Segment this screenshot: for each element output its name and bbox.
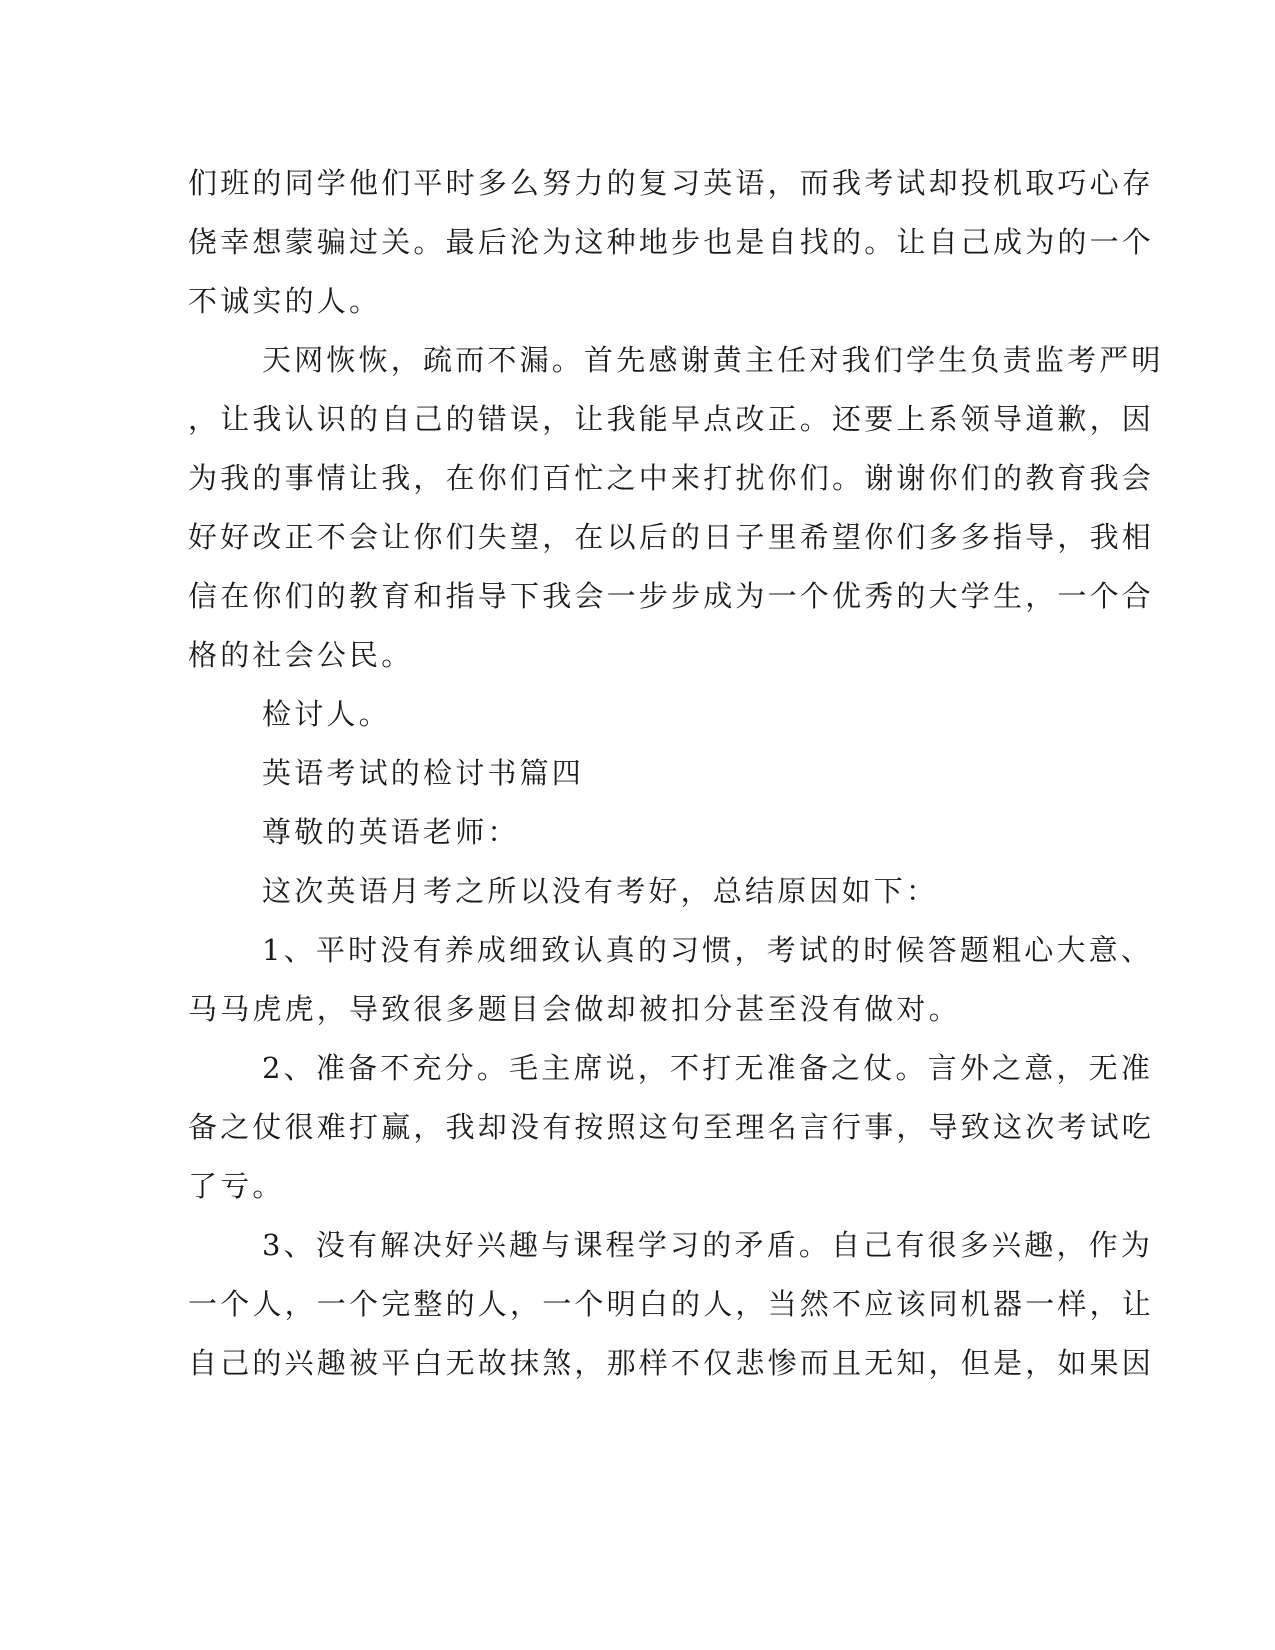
text-line: 侥幸想蒙骗过关。最后沦为这种地步也是自找的。让自己成为的一个 [188, 225, 1155, 259]
text-line: 1、平时没有养成细致认真的习惯，考试的时候答题粗心大意、 [262, 933, 1154, 967]
text-line: 格的社会公民。 [188, 638, 414, 672]
text-line: 3、没有解决好兴趣与课程学习的矛盾。自己有很多兴趣，作为 [262, 1228, 1154, 1262]
text-line: 了亏。 [188, 1169, 285, 1203]
section-heading: 英语考试的检讨书篇四 [262, 756, 585, 790]
text-line: 备之仗很难打赢，我却没有按照这句至理名言行事，导致这次考试吃 [188, 1110, 1155, 1144]
signature-line: 检讨人。 [262, 697, 391, 731]
text-line: 为我的事情让我，在你们百忙之中来打扰你们。谢谢你们的教育我会 [188, 461, 1155, 495]
text-line: 马马虎虎，导致很多题目会做却被扣分甚至没有做对。 [188, 992, 961, 1026]
text-line: 信在你们的教育和指导下我会一步步成为一个优秀的大学生，一个合 [188, 579, 1155, 613]
text-line: 自己的兴趣被平白无故抹煞，那样不仅悲惨而且无知，但是，如果因 [188, 1346, 1155, 1380]
text-line: 2、准备不充分。毛主席说，不打无准备之仗。言外之意，无准 [262, 1051, 1154, 1085]
text-line: 们班的同学他们平时多么努力的复习英语，而我考试却投机取巧心存 [188, 166, 1155, 200]
text-line: ，让我认识的自己的错误，让我能早点改正。还要上系领导道歉，因 [188, 402, 1155, 436]
salutation: 尊敬的英语老师： [262, 815, 520, 849]
text-line: 一个人，一个完整的人，一个明白的人，当然不应该同机器一样，让 [188, 1287, 1155, 1321]
text-line: 不诚实的人。 [188, 284, 382, 318]
text-line: 天网恢恢，疏而不漏。首先感谢黄主任对我们学生负责监考严明 [262, 343, 1164, 377]
text-line: 这次英语月考之所以没有考好，总结原因如下： [262, 874, 939, 908]
text-line: 好好改正不会让你们失望，在以后的日子里希望你们多多指导，我相 [188, 520, 1155, 554]
